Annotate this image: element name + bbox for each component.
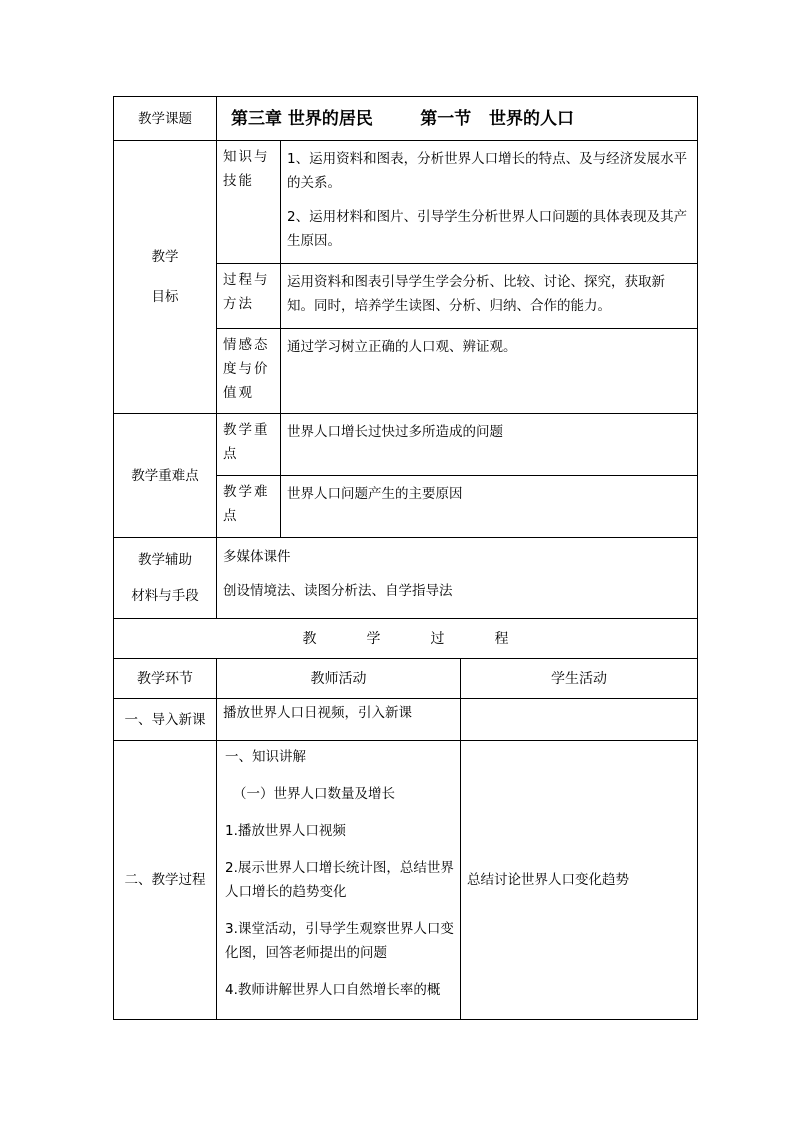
teacher-activity-item: 3.课堂活动，引导学生观察世界人口变化图，回答老师提出的问题 bbox=[225, 921, 454, 961]
stage-name: 一、导入新课 bbox=[114, 699, 217, 741]
stage-student-activity: 总结讨论世界人口变化趋势 bbox=[461, 741, 698, 1020]
column-header-student: 学生活动 bbox=[461, 659, 698, 699]
key-point-category: 教学重 点 bbox=[217, 414, 281, 476]
key-points-label: 教学重难点 bbox=[114, 414, 217, 538]
lesson-plan-table bbox=[113, 96, 698, 1020]
course-title-label: 教学课题 bbox=[114, 97, 217, 141]
stage-student-activity bbox=[461, 699, 698, 741]
difficult-point-text: 世界人口问题产生的主要原因 bbox=[281, 476, 698, 538]
objective-attitude-text: 通过学习树立正确的人口观、辨证观。 bbox=[281, 329, 698, 414]
column-header-teacher: 教师活动 bbox=[217, 659, 461, 699]
chapter-title: 第三章 世界的居民 bbox=[231, 108, 373, 129]
process-title: 教学过程 bbox=[114, 619, 698, 659]
objective-process-text: 运用资料和图表引导学生学会分析、比较、讨论、探究，获取新知。同时，培养学生读图、分析、归纳、合作的能力。 bbox=[281, 264, 698, 329]
stage-name: 二、教学过程 bbox=[114, 741, 217, 1020]
column-header-stage: 教学环节 bbox=[114, 659, 217, 699]
aids-line: 多媒体课件 bbox=[223, 549, 291, 565]
section-title: 第一节 世界的人口 bbox=[420, 108, 575, 129]
stage-teacher-activity bbox=[217, 741, 461, 1020]
objectives-label: 教学 目标 bbox=[114, 141, 217, 414]
teacher-activity-item: 一、知识讲解 bbox=[225, 749, 306, 765]
teacher-activity-item: 4.教师讲解世界人口自然增长率的概 bbox=[225, 982, 441, 998]
stage-teacher-activity: 播放世界人口日视频，引入新课 bbox=[217, 699, 461, 741]
course-title bbox=[217, 97, 698, 141]
teacher-activity-item: 2.展示世界人口增长统计图，总结世界人口增长的趋势变化 bbox=[225, 860, 454, 900]
aids-label: 教学辅助 材料与手段 bbox=[114, 538, 217, 619]
aids-content bbox=[217, 538, 698, 619]
objective-knowledge-text: 1、运用资料和图表，分析世界人口增长的特点、及与经济发展水平的关系。 2、运用材料和图片、引导学生分析世界人口问题的具体表现及其产生原因。 bbox=[281, 141, 698, 264]
objective-category-knowledge: 知识与 技能 bbox=[217, 141, 281, 264]
key-point-text: 世界人口增长过快过多所造成的问题 bbox=[281, 414, 698, 476]
objective-category-process: 过程与 方法 bbox=[217, 264, 281, 329]
difficult-point-category: 教学难 点 bbox=[217, 476, 281, 538]
teacher-activity-item: （一）世界人口数量及增长 bbox=[233, 786, 395, 802]
aids-line: 创设情境法、读图分析法、自学指导法 bbox=[223, 583, 453, 599]
teacher-activity-item: 1.播放世界人口视频 bbox=[225, 823, 346, 839]
objective-category-attitude: 情感态 度与价 值观 bbox=[217, 329, 281, 414]
